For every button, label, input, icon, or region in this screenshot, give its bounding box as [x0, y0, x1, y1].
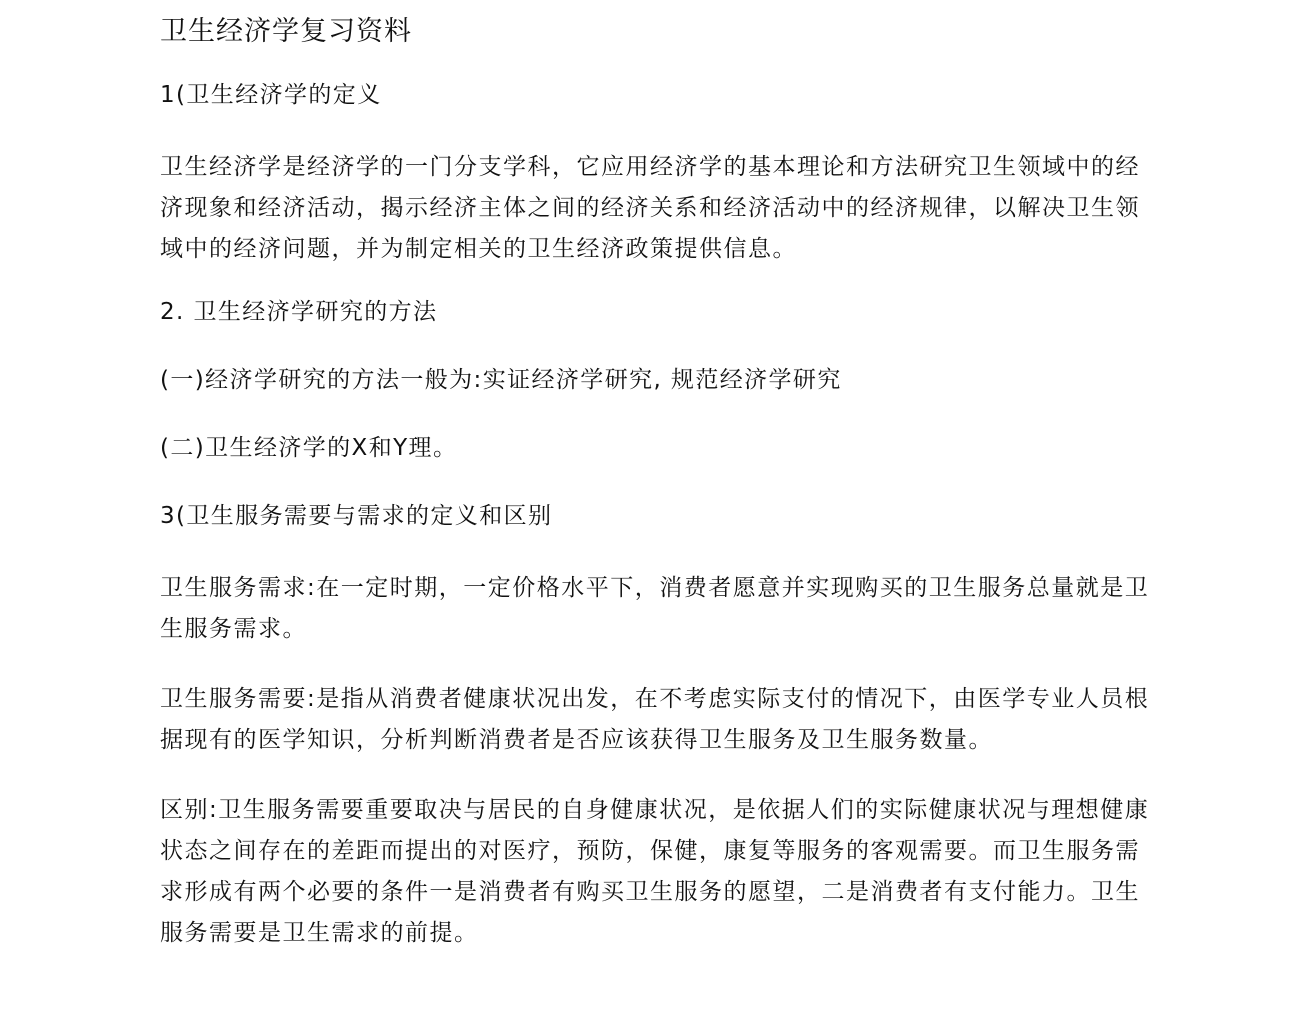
document-title: 卫生经济学复习资料 [160, 16, 412, 47]
paragraph-definition: 卫生经济学是经济学的一门分支学科，它应用经济学的基本理论和方法研究卫生领域中的经济现象和经济活动，揭示经济主体之间的经济关系和经济活动中的经济规律，以解决卫生领域中的经济问题，并为制定相关的卫生经济政策提供信息。 [160, 154, 1140, 262]
section-heading-2: 2. 卫生经济学研究的方法 [160, 299, 438, 325]
section-heading-1: 1(卫生经济学的定义 [160, 82, 382, 108]
paragraph-need-definition: 卫生服务需要:是指从消费者健康状况出发，在不考虑实际支付的情况下，由医学专业人员根据现有的医学知识，分析判断消费者是否应该获得卫生服务及卫生服务数量。 [160, 686, 1150, 753]
document-page [160, 10, 1150, 983]
paragraph-difference: 区别:卫生服务需要重要取决与居民的自身健康状况，是依据人们的实际健康状况与理想健康状态之间存在的差距而提出的对医疗，预防，保健，康复等服务的客观需要。而卫生服务需求形成有两个必要的条件一是消费者有购买卫生服务的愿望，二是消费者有支付能力。卫生服务需要是卫生需求的前提。 [160, 797, 1150, 946]
subsection-methods-health: (二)卫生经济学的X和Y理。 [160, 435, 458, 461]
section-heading-3: 3(卫生服务需要与需求的定义和区别 [160, 503, 553, 529]
paragraph-demand-definition: 卫生服务需求:在一定时期，一定价格水平下，消费者愿意并实现购买的卫生服务总量就是卫生服务需求。 [160, 575, 1150, 642]
subsection-methods-general: (一)经济学研究的方法一般为:实证经济学研究, 规范经济学研究 [160, 367, 842, 393]
